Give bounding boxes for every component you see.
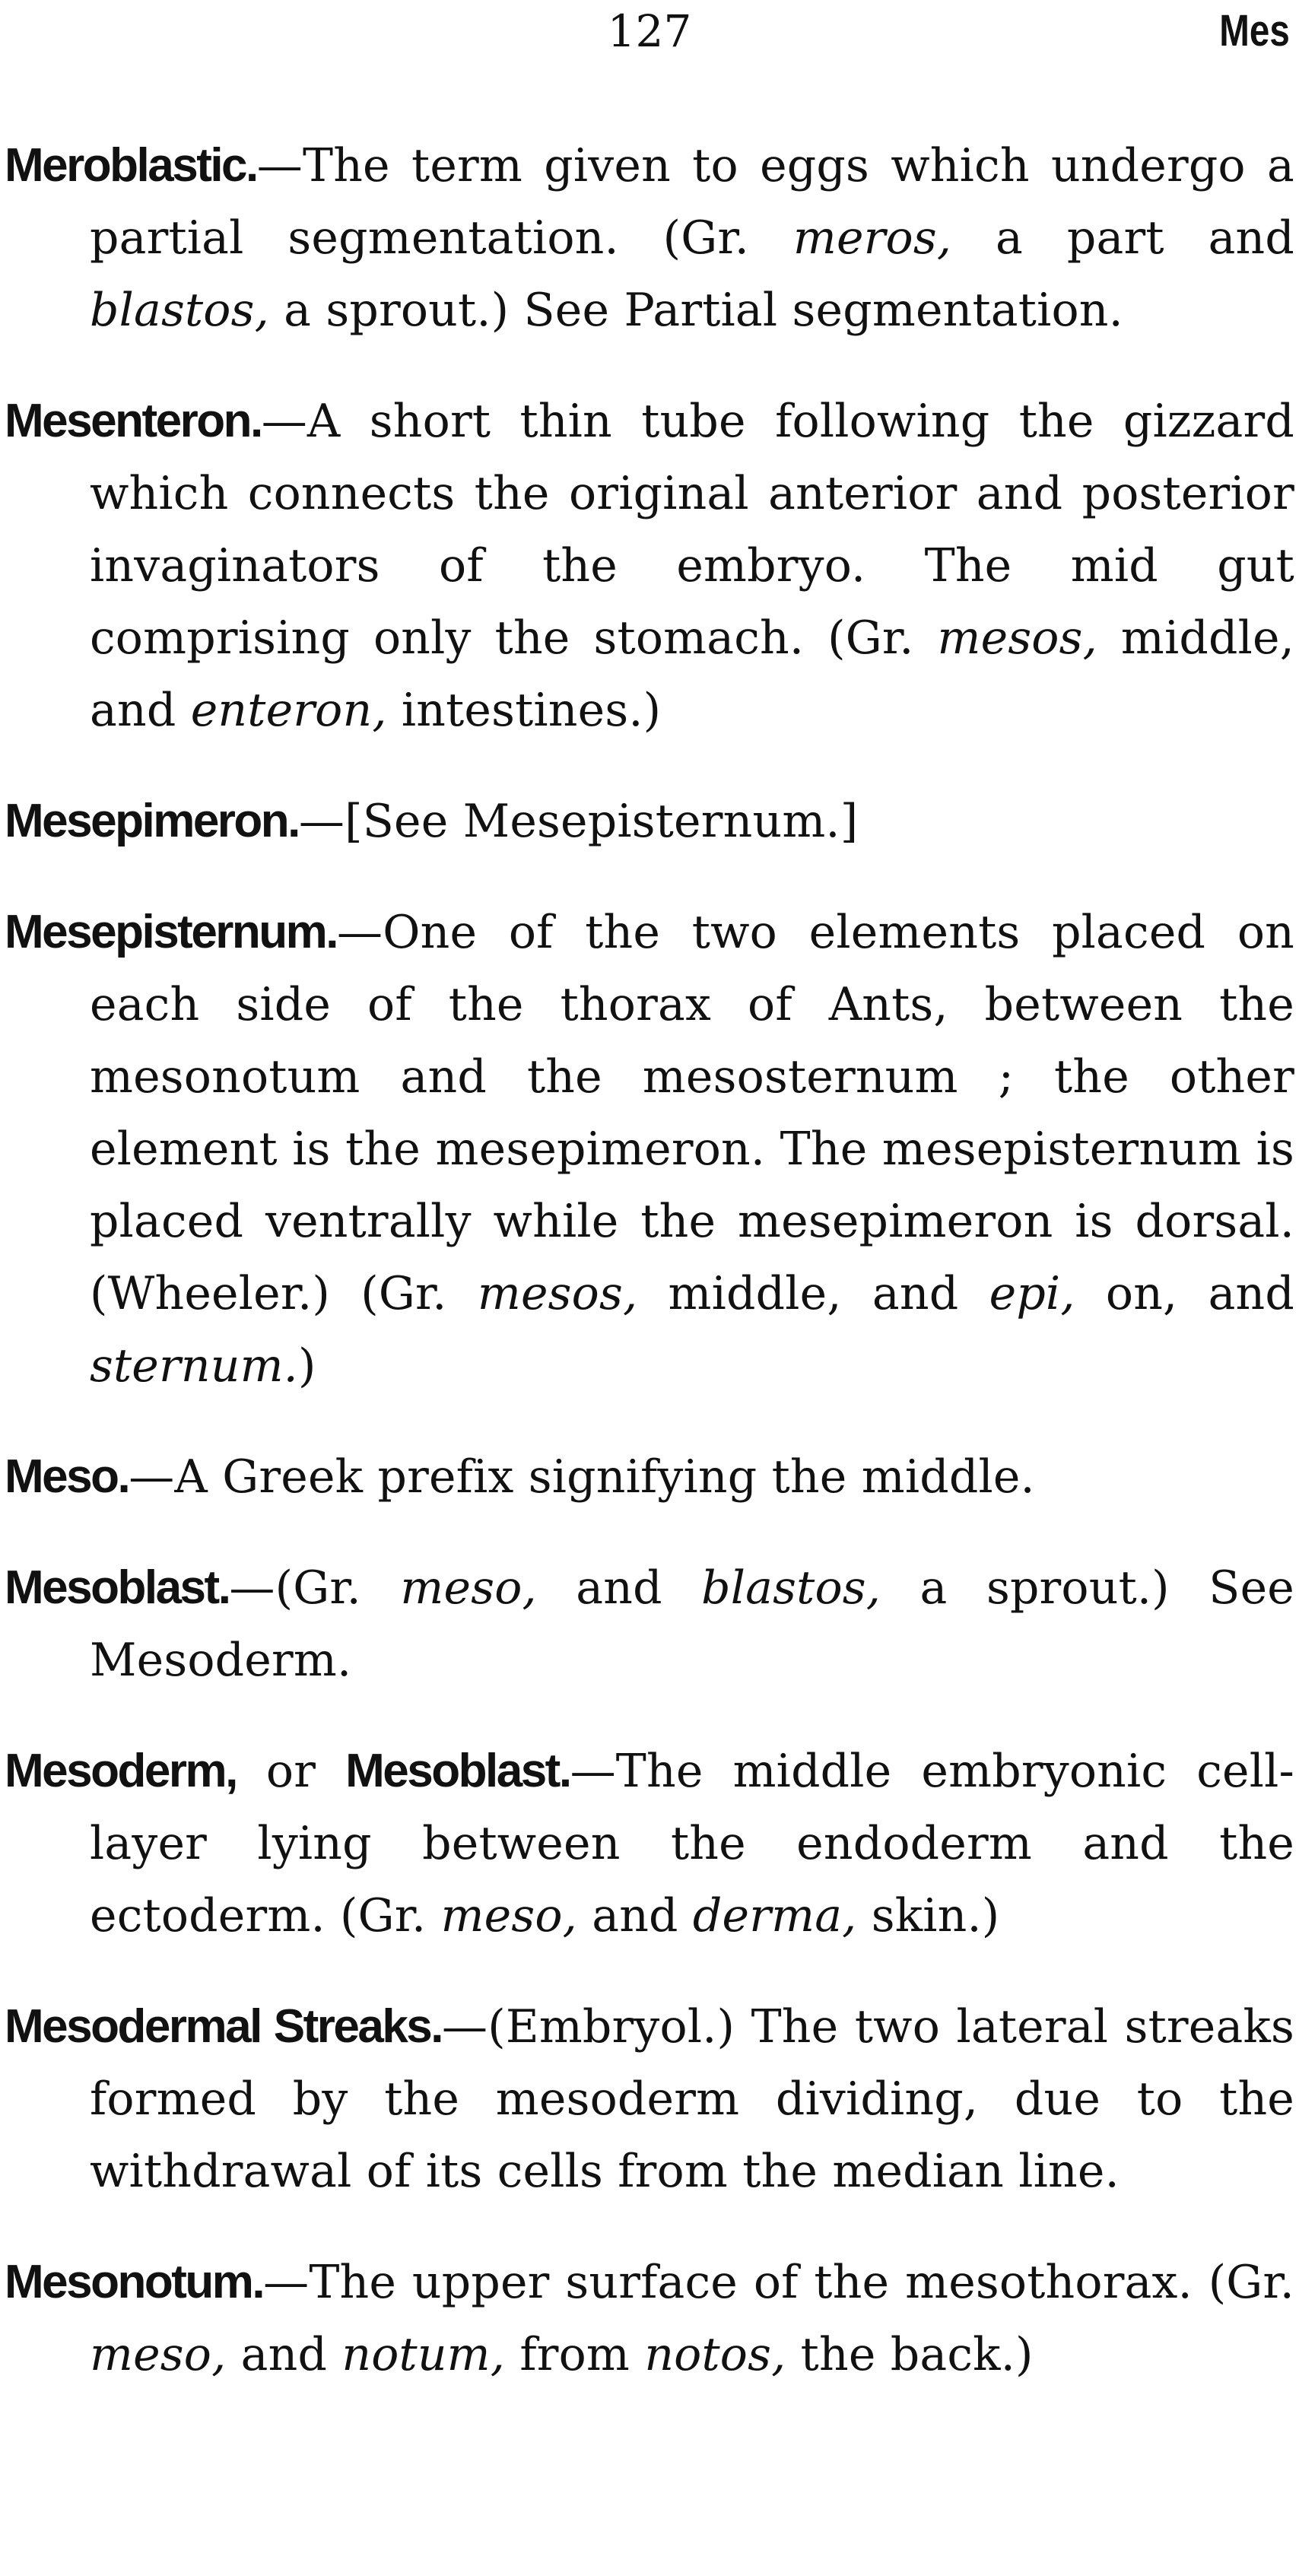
entry-definition-text: middle, and — [90, 611, 1295, 737]
entry-headword: Mesoderm, — [5, 1745, 237, 1797]
entry-term-italic: enteron, — [190, 684, 387, 737]
entry-headword: Mesodermal Streaks. — [5, 2000, 443, 2053]
entry-definition-text: ) — [297, 1339, 316, 1393]
entry-headword: Mesonotum. — [5, 2256, 264, 2308]
entry-definition-text: One of the two elements placed on each side of the thorax of Ants, between the mesonotum and the mesosternum ; the other element is the mesepimeron. The mesepisternum is placed ventrally while the mesepimeron is dorsal. (Wheeler.) (Gr. — [90, 906, 1294, 1320]
entry-headword: Mesepisternum. — [5, 906, 338, 958]
entry-headword-alternate: Mesoblast. — [345, 1745, 570, 1797]
entry-term-italic: meso, — [400, 1561, 537, 1615]
entry-dash: — — [129, 1450, 175, 1504]
page-number: 127 — [607, 5, 692, 57]
entry-definition-text: a part and — [951, 211, 1294, 265]
dictionary-entry — [5, 385, 1294, 747]
dictionary-entry — [5, 896, 1294, 1402]
entry-definition-text: The term given to eggs which undergo a partial segmentation. (Gr. — [90, 139, 1294, 265]
running-head: Mes — [1219, 6, 1290, 56]
entry-definition-text: (Gr. — [275, 1561, 401, 1615]
entry-connector: or — [236, 1745, 346, 1798]
entry-definition-text: The upper surface of the mesothorax. (Gr. — [309, 2256, 1294, 2309]
dictionary-entry — [5, 129, 1294, 347]
entry-definition-text: intestines.) — [386, 684, 662, 737]
entry-term-italic: epi, — [989, 1267, 1075, 1320]
dictionary-entry — [5, 2246, 1294, 2391]
entry-term-italic: sternum. — [90, 1339, 298, 1393]
entry-dash: — — [298, 795, 345, 848]
entry-dash: — — [263, 2256, 310, 2309]
entry-definition-text: A Greek prefix signifying the middle. — [174, 1450, 1035, 1504]
entry-dash: — — [256, 139, 303, 192]
entry-term-italic: meso, — [440, 1889, 577, 1942]
entry-dash: — — [442, 2000, 488, 2053]
entry-definition-text: a sprout.) See Mesoderm. — [90, 1561, 1294, 1687]
entry-headword: Meso. — [5, 1450, 129, 1503]
entry-definition-text: a sprout.) See Partial segmentation. — [268, 284, 1123, 337]
entry-term-italic: blastos, — [90, 284, 269, 337]
entry-headword: Meroblastic. — [5, 139, 257, 192]
entry-definition-text: and — [536, 1561, 702, 1615]
entry-dash: — — [337, 906, 383, 959]
dictionary-entry — [5, 1990, 1294, 2208]
entry-definition-text: [See Mesepisternum.] — [345, 795, 859, 848]
entry-term-italic: mesos, — [477, 1267, 638, 1320]
entry-term-italic: mesos, — [937, 611, 1097, 665]
entry-definition-text: the back.) — [786, 2328, 1034, 2381]
entry-term-italic: derma, — [692, 1889, 857, 1942]
entry-definition-text: on, and — [1075, 1267, 1295, 1320]
entry-dash: — — [570, 1745, 616, 1798]
dictionary-entry — [5, 785, 1294, 858]
dictionary-entry — [5, 1735, 1294, 1952]
entry-term-italic: notos, — [644, 2328, 786, 2381]
entry-list — [5, 129, 1294, 2391]
entry-term-italic: blastos, — [701, 1561, 881, 1615]
entry-definition-text: from — [505, 2328, 645, 2381]
entry-definition-text: and — [576, 1889, 693, 1942]
entry-definition-text: middle, and — [637, 1267, 989, 1320]
entry-headword: Mesepimeron. — [5, 795, 299, 847]
dictionary-entry — [5, 1440, 1294, 1514]
entry-term-italic: meros, — [792, 211, 952, 265]
entry-dash: — — [229, 1561, 275, 1615]
entry-term-italic: notum, — [341, 2328, 506, 2381]
entry-headword: Mesenteron. — [5, 395, 262, 447]
entry-term-italic: meso, — [90, 2328, 227, 2381]
entry-definition-text: A short thin tube following the gizzard which connects the original anterior and posterior invaginators of the embryo. The mid gut comprising only the stomach. (Gr. — [90, 395, 1294, 665]
entry-definition-text: skin.) — [856, 1889, 1000, 1942]
entry-dash: — — [261, 395, 307, 448]
entry-headword: Mesoblast. — [5, 1561, 230, 1614]
entry-definition-text: (Embryol.) The two lateral streaks formed by the mesoderm dividing, due to the withdrawal of its cells from the median line. — [90, 2000, 1294, 2198]
entry-definition-text: and — [226, 2328, 342, 2381]
dictionary-entry — [5, 1552, 1294, 1697]
entry-definition-text: The middle embryonic cell-layer lying between the endoderm and the ectoderm. (Gr. — [90, 1745, 1294, 1942]
